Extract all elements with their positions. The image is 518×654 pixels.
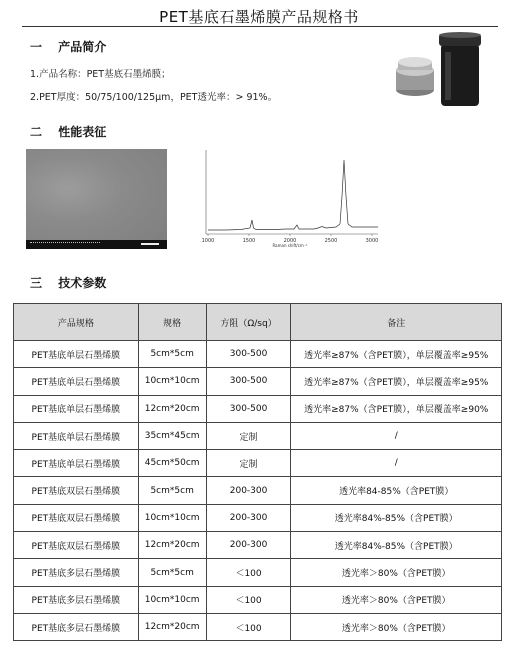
document-title: PET基底石墨烯膜产品规格书 xyxy=(159,8,359,26)
remark-cell: / xyxy=(291,450,502,477)
header-cell: 方阻（Ω/sq） xyxy=(206,304,291,341)
size-cell: 10cm*10cm xyxy=(138,368,206,395)
product-cell: PET基底单层石墨烯膜 xyxy=(14,422,139,449)
raman-x-tick: 2500 xyxy=(324,238,338,244)
section-number: 一 xyxy=(30,40,43,54)
section-number: 二 xyxy=(30,125,43,139)
table-row xyxy=(14,559,502,586)
sem-info-text xyxy=(30,242,100,244)
table-row xyxy=(14,341,502,368)
size-cell: 5cm*5cm xyxy=(138,559,206,586)
product-cell: PET基底双层石墨烯膜 xyxy=(14,477,139,504)
intro-pet-thickness: 2.PET厚度：50/75/100/125μm，PET透光率：> 91%。 xyxy=(30,92,278,103)
product-cell: PET基底单层石墨烯膜 xyxy=(14,395,139,422)
table-header-row xyxy=(14,304,502,341)
remark-cell: 透光率＞80%（含PET膜） xyxy=(291,586,502,613)
remark-cell: 透光率84%-85%（含PET膜） xyxy=(291,532,502,559)
sheet-resistance-cell: 200-300 xyxy=(206,504,291,531)
sheet-resistance-cell: 300-500 xyxy=(206,368,291,395)
product-cell: PET基底多层石墨烯膜 xyxy=(14,586,139,613)
remark-cell: 透光率≥87%（含PET膜），单层覆盖率≥95% xyxy=(291,368,502,395)
table-row xyxy=(14,422,502,449)
header-cell: 备注 xyxy=(291,304,502,341)
size-cell: 45cm*50cm xyxy=(138,450,206,477)
remark-cell: 透光率84-85%（含PET膜） xyxy=(291,477,502,504)
size-cell: 12cm*20cm xyxy=(138,532,206,559)
remark-cell: / xyxy=(291,422,502,449)
sheet-resistance-cell: 300-500 xyxy=(206,341,291,368)
raman-x-tick: 3000 xyxy=(365,238,379,244)
remark-cell: 透光率≥87%（含PET膜），单层覆盖率≥95% xyxy=(291,341,502,368)
table-row xyxy=(14,586,502,613)
table-row xyxy=(14,504,502,531)
header-cell: 规格 xyxy=(138,304,206,341)
title-divider xyxy=(22,26,498,27)
table-row xyxy=(14,532,502,559)
section-number: 三 xyxy=(30,276,43,290)
size-cell: 12cm*20cm xyxy=(138,395,206,422)
sheet-resistance-cell: 200-300 xyxy=(206,532,291,559)
product-cell: PET基底多层石墨烯膜 xyxy=(14,559,139,586)
raman-x-label: Raman shift/cm⁻¹ xyxy=(272,243,308,248)
table-row xyxy=(14,450,502,477)
raman-spectrum xyxy=(186,146,382,248)
sem-scale-bar xyxy=(141,243,159,245)
size-cell: 10cm*10cm xyxy=(138,586,206,613)
size-cell: 5cm*5cm xyxy=(138,477,206,504)
section-heading-parameters xyxy=(30,274,106,291)
spec-table xyxy=(13,303,502,641)
product-cell: PET基底双层石墨烯膜 xyxy=(14,504,139,531)
section-heading-intro xyxy=(30,38,106,55)
table-row xyxy=(14,368,502,395)
remark-cell: 透光率＞80%（含PET膜） xyxy=(291,559,502,586)
raman-x-tick: 1500 xyxy=(242,238,256,244)
product-photo xyxy=(393,32,505,108)
section-label: 产品简介 xyxy=(58,40,107,54)
sem-image xyxy=(26,149,167,249)
remark-cell: 透光率84%-85%（含PET膜） xyxy=(291,504,502,531)
remark-cell: 透光率≥87%（含PET膜），单层覆盖率≥90% xyxy=(291,395,502,422)
product-cell: PET基底双层石墨烯膜 xyxy=(14,532,139,559)
product-cell: PET基底单层石墨烯膜 xyxy=(14,341,139,368)
remark-cell: 透光率＞80%（含PET膜） xyxy=(291,613,502,640)
raman-x-tick: 1000 xyxy=(201,238,215,244)
sheet-resistance-cell: 定制 xyxy=(206,422,291,449)
size-cell: 35cm*45cm xyxy=(138,422,206,449)
section-heading-characterization xyxy=(30,123,106,140)
table-row xyxy=(14,477,502,504)
size-cell: 12cm*20cm xyxy=(138,613,206,640)
intro-product-name: 1.产品名称：PET基底石墨烯膜； xyxy=(30,69,171,80)
size-cell: 5cm*5cm xyxy=(138,341,206,368)
raman-x-tick: 2000 xyxy=(283,238,297,244)
table-body xyxy=(14,341,502,641)
sheet-resistance-cell: ＜100 xyxy=(206,586,291,613)
product-cell: PET基底多层石墨烯膜 xyxy=(14,613,139,640)
sheet-resistance-cell: 300-500 xyxy=(206,395,291,422)
product-cell: PET基底单层石墨烯膜 xyxy=(14,450,139,477)
header-cell: 产品规格 xyxy=(14,304,139,341)
size-cell: 10cm*10cm xyxy=(138,504,206,531)
sheet-resistance-cell: 200-300 xyxy=(206,477,291,504)
sheet-resistance-cell: 定制 xyxy=(206,450,291,477)
sem-info-bar xyxy=(26,240,167,249)
product-cell: PET基底单层石墨烯膜 xyxy=(14,368,139,395)
table-row xyxy=(14,613,502,640)
section-label: 性能表征 xyxy=(58,125,107,139)
sheet-resistance-cell: ＜100 xyxy=(206,559,291,586)
table-row xyxy=(14,395,502,422)
sheet-resistance-cell: ＜100 xyxy=(206,613,291,640)
section-label: 技术参数 xyxy=(58,276,107,290)
